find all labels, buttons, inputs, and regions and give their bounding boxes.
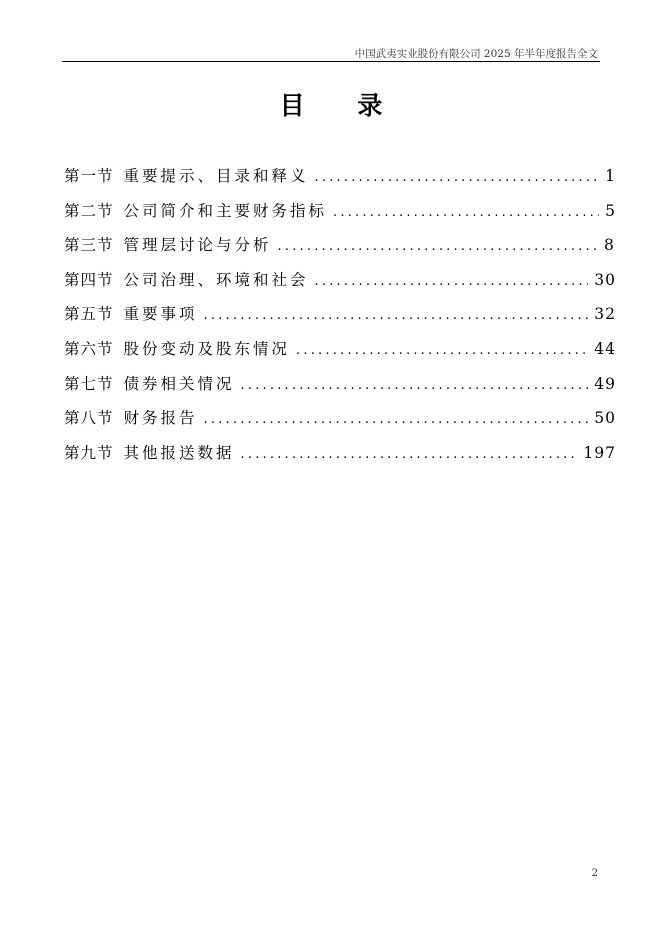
toc-leader-dots xyxy=(204,412,589,427)
toc-leader-dots xyxy=(241,447,578,462)
page-title: 目 录 xyxy=(279,91,405,120)
toc-entry[interactable] xyxy=(64,233,616,268)
toc-section-number: 第一节 xyxy=(64,167,114,185)
toc-section-title: 管理层讨论与分析 xyxy=(123,236,272,255)
toc-section-number: 第二节 xyxy=(64,201,114,220)
toc-section-title: 重要事项 xyxy=(123,305,198,324)
toc-page-number: 44 xyxy=(594,339,616,358)
toc-section-number: 第四节 xyxy=(64,270,114,289)
toc-leader-dots xyxy=(204,308,589,323)
toc-entry[interactable] xyxy=(64,372,616,407)
toc-entry[interactable] xyxy=(64,268,616,303)
header-divider xyxy=(62,61,600,62)
toc-section-title: 债券相关情况 xyxy=(123,374,235,393)
toc-section-title: 股份变动及股东情况 xyxy=(123,339,291,358)
toc-entry[interactable] xyxy=(64,199,616,234)
toc-leader-dots xyxy=(278,239,598,254)
toc-leader-dots xyxy=(315,274,589,289)
toc-entry[interactable] xyxy=(64,302,616,337)
toc-section-title: 其他报送数据 xyxy=(123,443,235,462)
toc-section-number: 第九节 xyxy=(64,443,114,462)
page-number: 2 xyxy=(591,868,598,879)
toc-entry[interactable] xyxy=(64,164,616,199)
toc-section-title: 财务报告 xyxy=(123,409,198,428)
toc-page-number: 30 xyxy=(594,270,616,289)
toc-leader-dots xyxy=(333,205,599,220)
toc-page-number: 49 xyxy=(594,374,616,393)
table-of-contents xyxy=(64,164,616,475)
toc-entry[interactable] xyxy=(64,441,616,476)
toc-section-number: 第五节 xyxy=(64,305,114,324)
toc-section-title: 公司简介和主要财务指标 xyxy=(123,201,328,220)
toc-leader-dots xyxy=(296,343,588,358)
toc-page-number: 5 xyxy=(605,201,616,220)
toc-section-title: 重要提示、目录和释义 xyxy=(123,167,309,185)
toc-section-number: 第八节 xyxy=(64,409,114,428)
toc-page-number: 1 xyxy=(605,167,616,185)
toc-leader-dots xyxy=(315,170,600,185)
toc-section-number: 第六节 xyxy=(64,339,114,358)
toc-page-number: 32 xyxy=(594,305,616,324)
toc-entry[interactable] xyxy=(64,406,616,441)
toc-page-number: 197 xyxy=(583,443,616,462)
toc-section-number: 第七节 xyxy=(64,374,114,393)
toc-entry[interactable] xyxy=(64,337,616,372)
toc-section-number: 第三节 xyxy=(64,236,114,255)
page-header: 中国武夷实业股份有限公司 2025 年半年度报告全文 xyxy=(354,48,598,60)
toc-leader-dots xyxy=(241,378,589,393)
toc-page-number: 8 xyxy=(603,236,615,255)
toc-section-title: 公司治理、环境和社会 xyxy=(123,270,309,289)
toc-page-number: 50 xyxy=(594,409,616,428)
